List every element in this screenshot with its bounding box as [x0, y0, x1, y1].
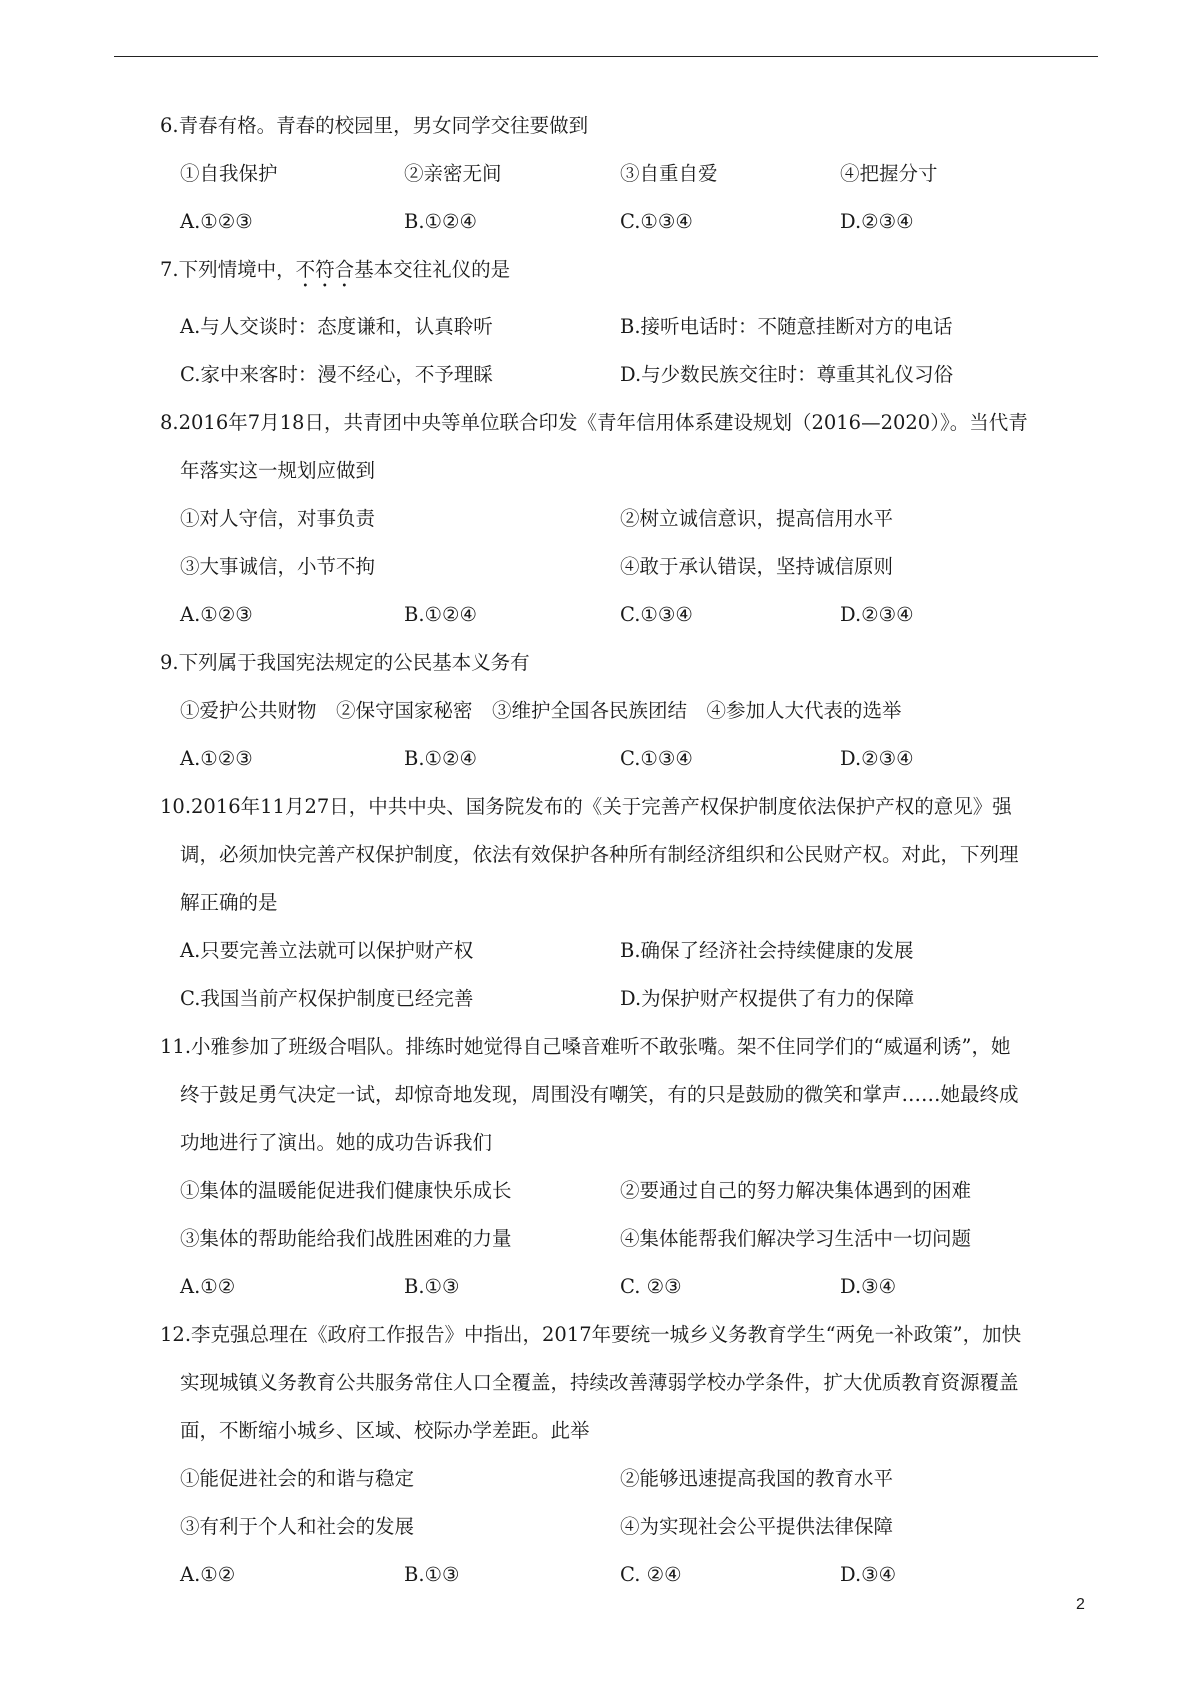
question-stem-continued: 调，必须加快完善产权保护制度，依法有效保护各种所有制经济组织和公民财产权。对此，下列理 — [180, 843, 1019, 866]
choice-a: A.①②③ — [180, 603, 253, 626]
choice-a: A.①② — [180, 1275, 236, 1298]
choice-b: B.接听电话时：不随意挂断对方的电话 — [620, 315, 953, 338]
statement-option: ②亲密无间 — [404, 162, 502, 185]
answer-choices — [180, 937, 1100, 964]
question-stem — [160, 256, 1100, 292]
choice-a: A.①②③ — [180, 210, 253, 233]
answer-choices — [180, 985, 1100, 1012]
emphasized-text: 不符合 — [295, 258, 355, 281]
choice-a: A.只要完善立法就可以保护财产权 — [180, 939, 474, 962]
question-stem-continued: 解正确的是 — [180, 891, 278, 914]
question-9 — [160, 649, 1100, 772]
question-stem: 8.2016年7月18日，共青团中央等单位联合印发《青年信用体系建设规划（2016—2020）》。当代青 — [160, 411, 1028, 434]
choice-d: D.为保护财产权提供了有力的保障 — [620, 987, 915, 1010]
question-stem-continued: 年落实这一规划应做到 — [180, 459, 376, 482]
choice-b: B.①③ — [404, 1563, 460, 1586]
header-rule — [114, 56, 1098, 57]
option-row — [180, 553, 1100, 580]
page-number: 2 — [1076, 1596, 1085, 1613]
answer-choices — [180, 745, 1100, 772]
question-stem-continued: 面，不断缩小城乡、区域、校际办学差距。此举 — [180, 1419, 590, 1442]
choice-c: C.①③④ — [620, 210, 693, 233]
choice-d: D.②③④ — [840, 603, 914, 626]
choice-b: B.①②④ — [404, 747, 477, 770]
choice-b: B.确保了经济社会持续健康的发展 — [620, 939, 914, 962]
answer-choices — [180, 1561, 1100, 1588]
choice-a: A.①②③ — [180, 747, 253, 770]
question-stem: 9.下列属于我国宪法规定的公民基本义务有 — [160, 651, 530, 674]
choice-d: D.与少数民族交往时：尊重其礼仪习俗 — [620, 363, 954, 386]
answer-choices — [180, 361, 1100, 388]
question-12 — [160, 1321, 1100, 1588]
question-10 — [160, 793, 1100, 1012]
statement-option: ②能够迅速提高我国的教育水平 — [620, 1467, 894, 1490]
choice-c: C.家中来客时：漫不经心，不予理睬 — [180, 363, 493, 386]
choice-b: B.①③ — [404, 1275, 460, 1298]
question-7 — [160, 256, 1100, 388]
statement-option: ④敢于承认错误，坚持诚信原则 — [620, 555, 894, 578]
statement-option: ③自重自爱 — [620, 162, 718, 185]
choice-a: A.①② — [180, 1563, 236, 1586]
option-row — [180, 1177, 1100, 1204]
choice-c: C. ②③ — [620, 1275, 682, 1298]
statement-option: ④把握分寸 — [840, 162, 938, 185]
question-6 — [160, 112, 1100, 235]
answer-choices — [180, 208, 1100, 235]
question-stem-continued: 功地进行了演出。她的成功告诉我们 — [180, 1131, 493, 1154]
stem-text: 7.下列情境中， — [160, 258, 296, 281]
question-stem-continued: 实现城镇义务教育公共服务常住人口全覆盖，持续改善薄弱学校办学条件，扩大优质教育资源覆盖 — [180, 1371, 1019, 1394]
choice-a: A.与人交谈时：态度谦和，认真聆听 — [180, 315, 493, 338]
statement-option: ①能促进社会的和谐与稳定 — [180, 1467, 415, 1490]
statement-options-inline: ①爱护公共财物 ②保守国家秘密 ③维护全国各民族团结 ④参加人大代表的选举 — [180, 699, 902, 722]
choice-d: D.③④ — [840, 1563, 897, 1586]
option-row — [180, 1465, 1100, 1492]
answer-choices — [180, 1273, 1100, 1300]
statement-option: ①集体的温暖能促进我们健康快乐成长 — [180, 1179, 512, 1202]
question-stem: 6.青春有格。青春的校园里，男女同学交往要做到 — [160, 114, 589, 137]
choice-b: B.①②④ — [404, 603, 477, 626]
choice-c: C. ②④ — [620, 1563, 682, 1586]
statement-option: ③大事诚信，小节不拘 — [180, 555, 376, 578]
choice-c: C.我国当前产权保护制度已经完善 — [180, 987, 474, 1010]
question-8 — [160, 409, 1100, 628]
answer-choices — [180, 601, 1100, 628]
question-list — [160, 112, 1100, 1609]
option-row — [180, 1225, 1100, 1252]
question-stem: 11.小雅参加了班级合唱队。排练时她觉得自己嗓音难听不敢张嘴。架不住同学们的“威逼利诱”，她 — [160, 1035, 1011, 1058]
question-stem: 10.2016年11月27日，中共中央、国务院发布的《关于完善产权保护制度依法保护产权的意见》强 — [160, 795, 1012, 818]
statement-option: ②要通过自己的努力解决集体遇到的困难 — [620, 1179, 972, 1202]
choice-c: C.①③④ — [620, 747, 693, 770]
question-11 — [160, 1033, 1100, 1300]
choice-d: D.②③④ — [840, 747, 914, 770]
choice-d: D.③④ — [840, 1275, 897, 1298]
question-stem-continued: 终于鼓足勇气决定一试，却惊奇地发现，周围没有嘲笑，有的只是鼓励的微笑和掌声……她最终成 — [180, 1083, 1019, 1106]
choice-b: B.①②④ — [404, 210, 477, 233]
statement-option: ④为实现社会公平提供法律保障 — [620, 1515, 894, 1538]
statement-option: ②树立诚信意识，提高信用水平 — [620, 507, 894, 530]
option-row — [180, 1513, 1100, 1540]
choice-d: D.②③④ — [840, 210, 914, 233]
option-row — [180, 505, 1100, 532]
stem-text: 基本交往礼仪的是 — [354, 258, 511, 281]
statement-option: ①自我保护 — [180, 162, 278, 185]
question-stem: 12.李克强总理在《政府工作报告》中指出，2017年要统一城乡义务教育学生“两免一补政策”，加快 — [160, 1323, 1022, 1346]
statement-option: ①对人守信，对事负责 — [180, 507, 376, 530]
statement-option: ③有利于个人和社会的发展 — [180, 1515, 415, 1538]
choice-c: C.①③④ — [620, 603, 693, 626]
option-row — [180, 697, 1100, 724]
statement-option: ③集体的帮助能给我们战胜困难的力量 — [180, 1227, 512, 1250]
answer-choices — [180, 313, 1100, 340]
option-row — [180, 160, 1100, 187]
statement-option: ④集体能帮我们解决学习生活中一切问题 — [620, 1227, 972, 1250]
